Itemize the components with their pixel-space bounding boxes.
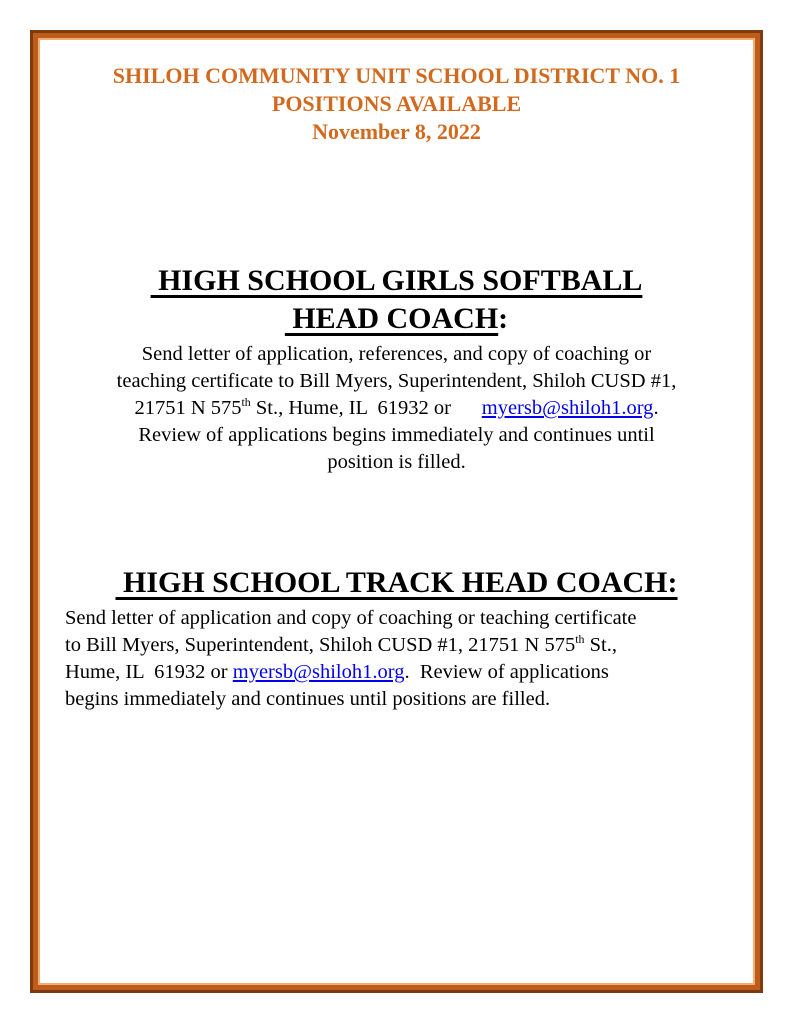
track-body-line-2 (65, 632, 726, 659)
track-address-pre: to Bill Myers, Superintendent, Shiloh CUSD #1, 21751 N 575 (65, 634, 576, 656)
document-header (40, 62, 753, 146)
track-contact-post: . Review of applications (404, 661, 609, 683)
softball-ordinal-suffix: th (241, 395, 251, 410)
document-content (40, 40, 753, 713)
softball-body-line-2: teaching certificate to Bill Myers, Superintendent, Shiloh CUSD #1, (116, 370, 677, 392)
track-heading-line (40, 564, 753, 602)
softball-body (65, 341, 728, 476)
track-heading-text: HIGH SCHOOL TRACK HEAD COACH: (115, 566, 678, 599)
track-body (65, 605, 726, 713)
softball-body-line-1: Send letter of application, references, and copy of coaching or (141, 343, 652, 365)
softball-heading-text-2: HEAD COACH (284, 302, 499, 335)
softball-heading-line-1 (40, 262, 753, 300)
track-contact-pre: Hume, IL 61932 or (65, 661, 233, 683)
track-body-line-3 (65, 659, 726, 686)
decorative-border-outer (30, 30, 763, 993)
posting-date: November 8, 2022 (312, 119, 481, 144)
softball-heading-text-1: HIGH SCHOOL GIRLS SOFTBALL (150, 264, 643, 297)
softball-heading-colon: : (498, 302, 509, 335)
softball-address-mid: St., Hume, IL 61932 or (250, 397, 482, 419)
district-name: SHILOH COMMUNITY UNIT SCHOOL DISTRICT NO. 1 (112, 63, 681, 88)
softball-address-pre: 21751 N 575 (134, 397, 242, 419)
softball-body-line-4: Review of applications begins immediately and continues until (138, 424, 655, 446)
softball-email-link[interactable]: myersb@shiloh1.org (481, 397, 654, 419)
softball-address-post: . (653, 397, 659, 419)
track-body-line-4: begins immediately and continues until positions are filled. (65, 688, 551, 710)
softball-body-line-5: position is filled. (327, 451, 466, 473)
track-address-post: St., (584, 634, 617, 656)
positions-available-title: POSITIONS AVAILABLE (271, 91, 522, 116)
track-email-link[interactable]: myersb@shiloh1.org (232, 661, 405, 683)
decorative-border-inner (38, 38, 755, 985)
softball-body-line-3 (65, 395, 728, 422)
track-body-line-1: Send letter of application and copy of coaching or teaching certificate (65, 607, 637, 629)
softball-heading-line-2 (40, 300, 753, 338)
section-softball-head-coach (40, 262, 753, 476)
decorative-border-mid (33, 33, 760, 990)
section-track-head-coach (40, 564, 753, 713)
track-ordinal-suffix: th (575, 632, 585, 647)
